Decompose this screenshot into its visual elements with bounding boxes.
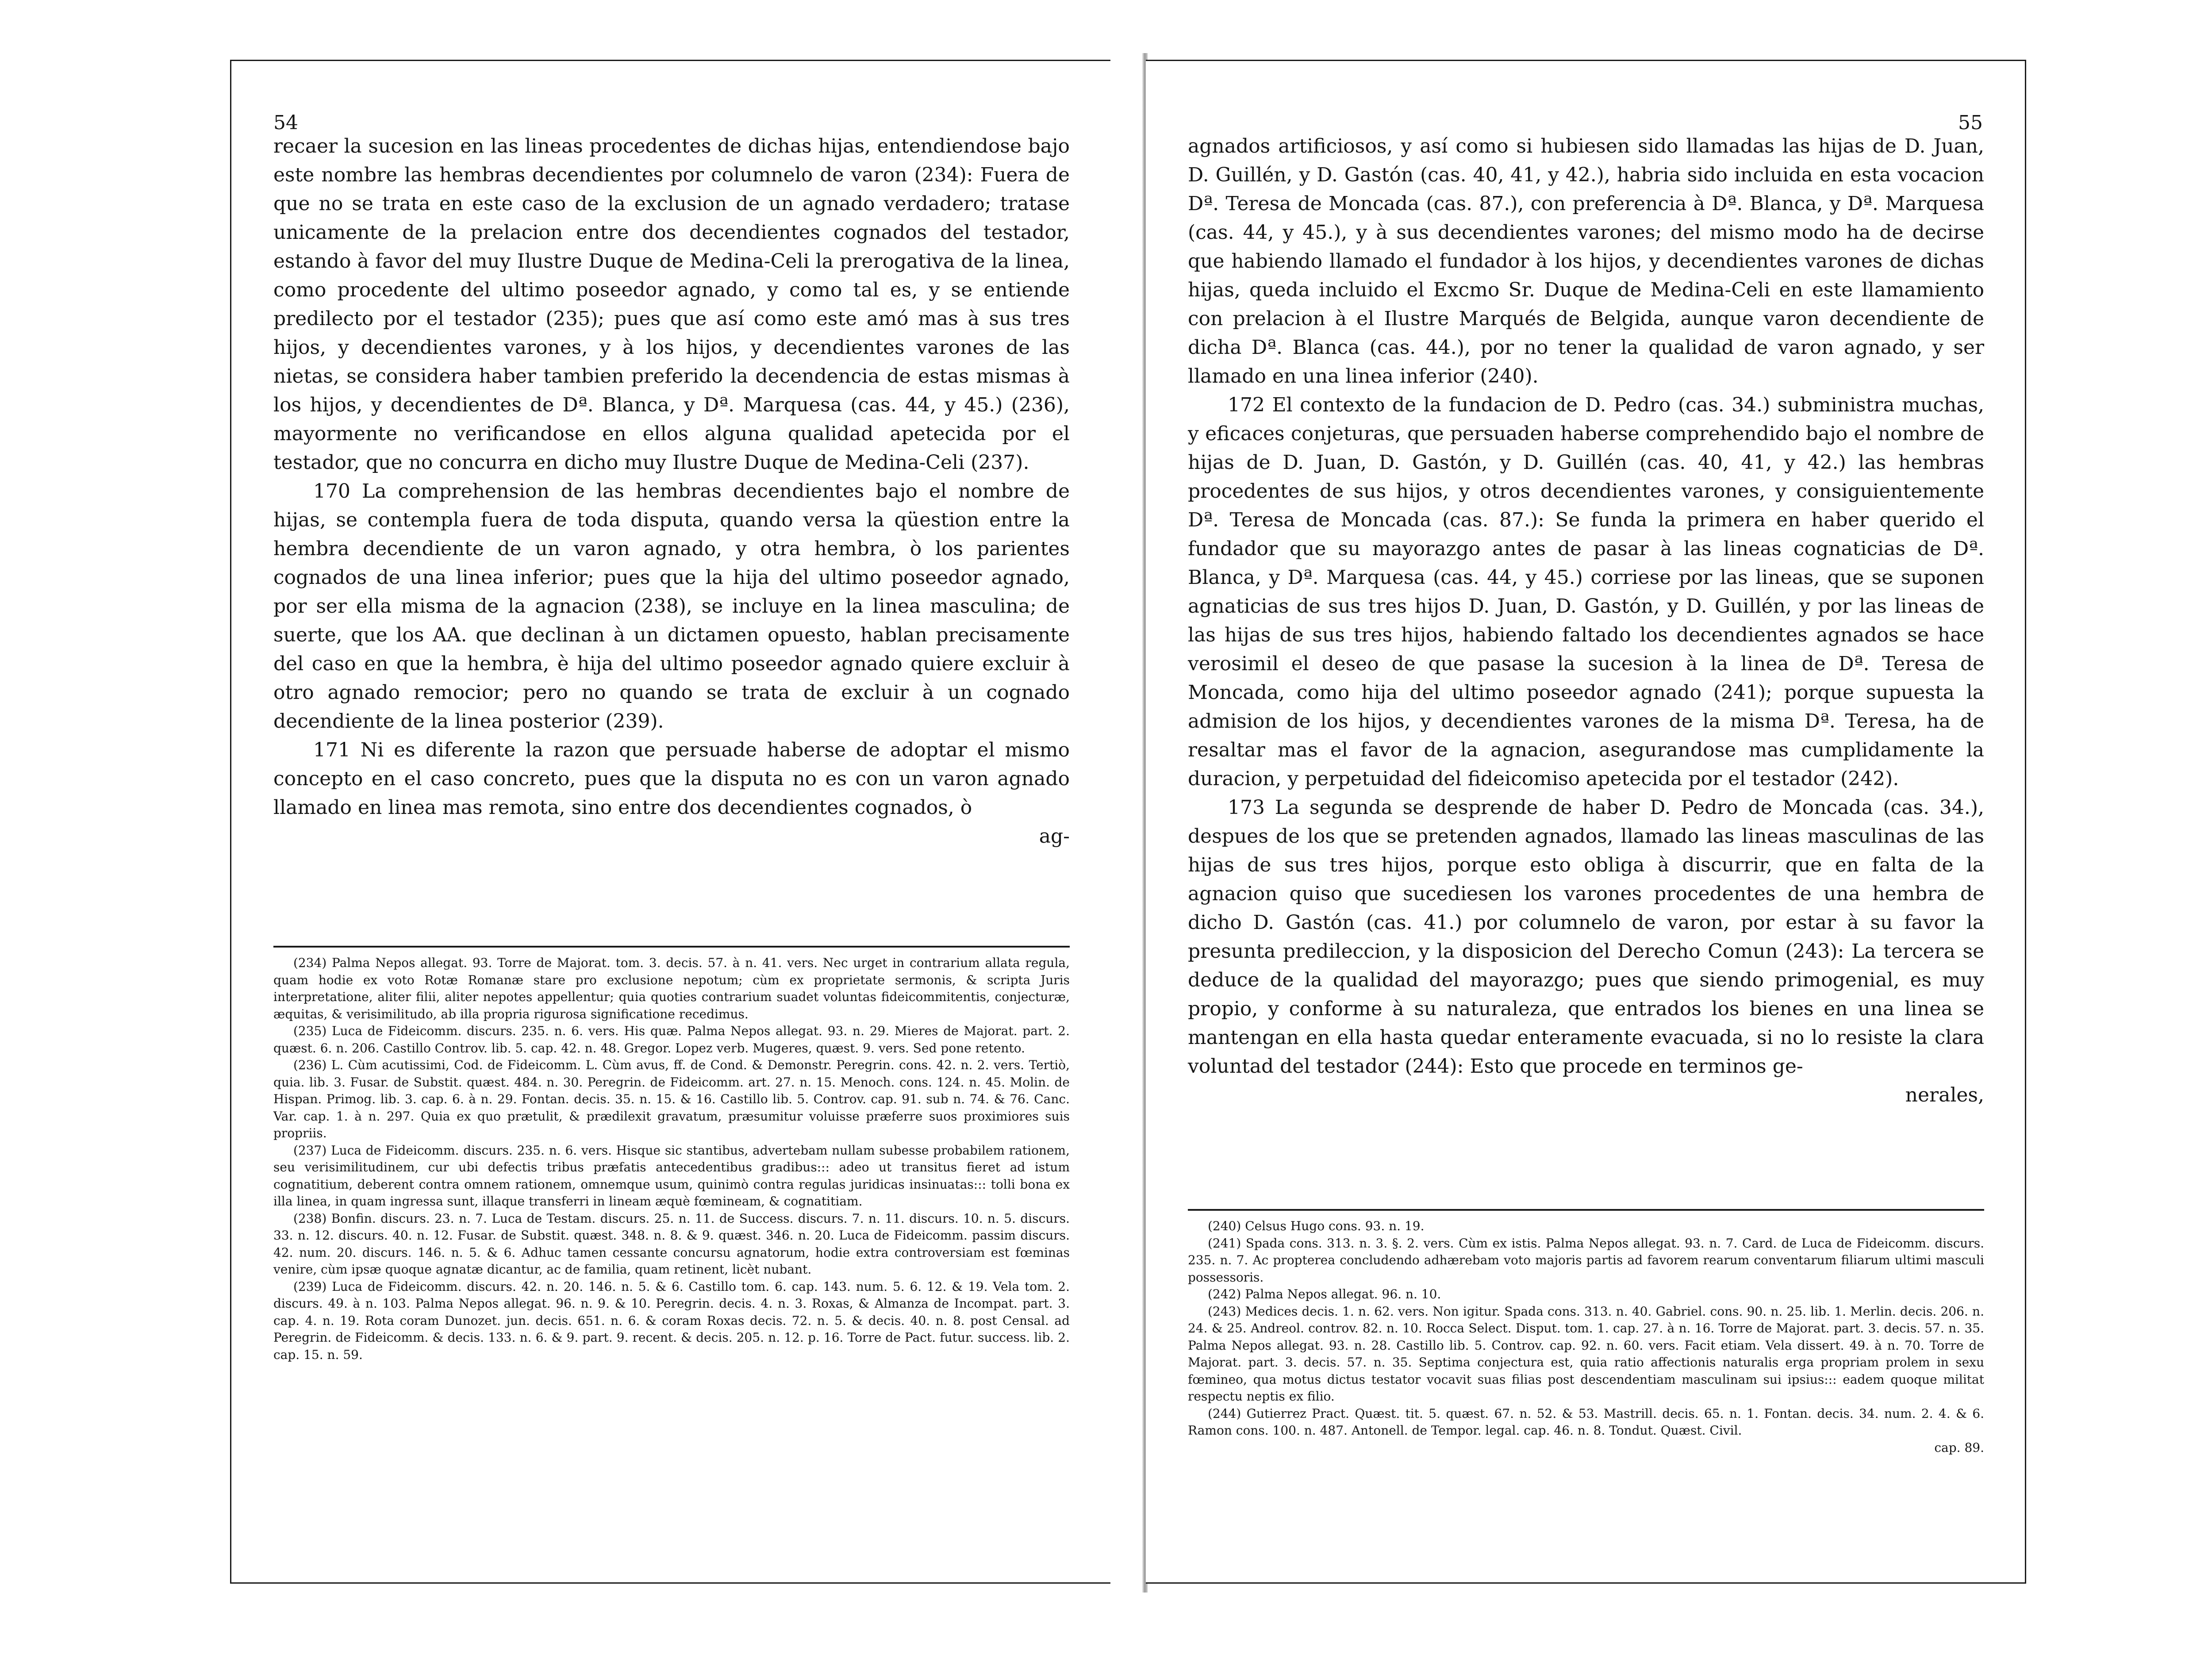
footnote: (235) Luca de Fideicomm. discurs. 235. n. 6. vers. His quæ. Palma Nepos allegat. 93. n. 29. Mieres de Majorat. part. 2. quæst. 6. n. 206. Castillo Controv. lib. 5. cap. 42. n. 48. Gregor. Lopez verb. Mugeres, quæst. 9. vers. Sed pone retento. [273,1024,1070,1055]
footnote-divider [273,946,1070,948]
footnote: (241) Spada cons. 313. n. 3. §. 2. vers. Cùm ex istis. Palma Nepos allegat. 93. n. 7. Card. de Luca de Fideicomm. discurs. 235. n. 7. Ac propterea concludendo adhærebam voto majoris partis ad favorem rearum conventarum filiarum ultimi masculi possessoris. [1188,1236,1984,1285]
footnote: (238) Bonfin. discurs. 23. n. 7. Luca de Testam. discurs. 25. n. 11. de Success. discurs. 7. n. 11. discurs. 10. n. 5. discurs. 33. n. 12. discurs. 40. n. 12. Fusar. de Substit. quæst. 348. n. 8. & 9. quæst. 346. n. 20. Luca de Fideicomm. passim discurs. 42. num. 20. discurs. 146. n. 5. & 6. Adhuc tamen cessante concursu agnatorum, hodie extra controversiam est fœminas venire, cùm ipsæ quoque agnatæ dicantur, ac de familia, quam retinent, licèt nubant. [273,1211,1070,1277]
paragraph: recaer la sucesion en las lineas procedentes de dichas hijas, entendiendose bajo este nombre las hembras decendientes por columnelo de varon (234): Fuera de que no se trata en este caso de la exclusion de un agnado verdadero; tratase unicamente de la prelacion entre dos decendientes cognados del testador, estando à favor del muy Ilustre Duque de Medina-Celi la prerogativa de la linea, como procedente del ultimo poseedor agnado, y como tal es, y se entiende predilecto por el testador (235); pues que así como este amó mas à sus tres hijos, y decendientes varones, y à los hijos, y decendientes varones de las nietas, se considera haber tambien preferido la decendencia de estas mismas à los hijos, y decendientes de Dª. Blanca, y Dª. Marquesa (cas. 44, y 45.) (236), mayormente no verificandose en ellos alguna qualidad apetecida por el testador, que no concurra en dicho muy Ilustre Duque de Medina-Celi (237). [273,135,1070,474]
footnote: (243) Medices decis. 1. n. 62. vers. Non igitur. Spada cons. 313. n. 40. Gabriel. cons. 90. n. 25. lib. 1. Merlin. decis. 206. n. 24. & 25. Andreol. controv. 82. n. 10. Rocca Select. Disput. tom. 1. cap. 27. à n. 16. Torre de Majorat. part. 3. decis. 57. n. 35. Palma Nepos allegat. 93. n. 28. Castillo lib. 5. Controv. cap. 92. n. 60. vers. Facit etiam. Vela dissert. 49. à n. 70. Torre de Majorat. part. 3. decis. 57. n. 35. Septima conjectura est, quia ratio affectionis naturalis erga propriam prolem in sexu fœmineo, qua motus dictus testator vocavit suas filias post descendentiam masculinam sui ipsius::: eadem quoque militat respectu neptis ex filio. [1188,1304,1984,1404]
footnote: (237) Luca de Fideicomm. discurs. 235. n. 6. vers. Hisque sic stantibus, advertebam nullam subesse probabilem rationem, seu verisimilitudinem, cur ubi defectis tribus præfatis antecedentibus gradibus::: adeo ut transitus fieret ad istum cognatitium, deberent contra omnem rationem, omnemque usum, quinimò contra regulas juridicas insinuatas::: tolli bona ex illa linea, in quam ingressa sunt, illaque transferri in lineam æquè fœmineam, & cognatitiam. [273,1143,1070,1209]
left-page [230,60,1110,1584]
main-text [1188,132,1984,1109]
paragraph: 171 Ni es diferente la razon que persuade haberse de adoptar el mismo concepto en el caso concreto, pues que la disputa no es con un varon agnado llamado en linea mas remota, sino entre dos decendientes cognados, ò [273,739,1070,819]
catchword: ag- [1039,825,1070,848]
paragraph: 173 La segunda se desprende de haber D. Pedro de Moncada (cas. 34.), despues de los que se pretenden agnados, llamado las lineas masculinas de las hijas de sus tres hijos, porque esto obliga à discurrir, que en falta de la agnacion quiso que sucediesen los varones procedentes de una hembra de dicho D. Gastón (cas. 41.) por columnelo de varon, por estar à su favor la presunta predileccion, y la disposicion del Derecho Comun (243): La tercera se deduce de la qualidad del mayorazgo; pues que siendo primogenial, es muy propio, y conforme à su naturaleza, que entrados los bienes en una linea se mantengan en ella hasta quedar enteramente evacuada, si no lo resiste la clara voluntad del testador (244): Esto que procede en terminos ge- [1188,796,1984,1078]
main-text [273,132,1070,851]
paragraph: 172 El contexto de la fundacion de D. Pedro (cas. 34.) subministra muchas, y eficaces conjeturas, que persuaden haberse comprehendido bajo el nombre de hijas de D. Juan, D. Gastón, y D. Guillén (cas. 40, 41, y 42.) las hembras procedentes de sus hijos, y otros decendientes varones, y consiguientemente Dª. Teresa de Moncada (cas. 87.): Se funda la primera en haber querido el fundador que su mayorazgo antes de pasar à las lineas cognaticias de Dª. Blanca, y Dª. Marquesa (cas. 44, y 45.) corriese por las lineas, que se suponen agnaticias de sus tres hijos D. Juan, D. Gastón, y D. Guillén, y por las lineas de las hijas de sus tres hijos, habiendo faltado los decendientes agnados se hace verosimil el deseo de que pasase la sucesion à la linea de Dª. Teresa de Moncada, como hija del ultimo poseedor agnado (241); porque supuesta la admision de los hijos, y decendientes varones de la misma Dª. Teresa, ha de resaltar mas el favor de la agnacion, asegurandose mas cumplidamente la duracion, y perpetuidad del fideicomiso apetecida por el testador (242). [1188,394,1984,790]
footnote-end: cap. 89. [1934,1440,1984,1455]
footnotes [1188,1218,1984,1456]
footnote: (236) L. Cùm acutissimi, Cod. de Fideicomm. L. Cùm avus, ff. de Cond. & Demonstr. Peregrin. cons. 42. n. 2. vers. Tertiò, quia. lib. 3. Fusar. de Substit. quæst. 484. n. 30. Peregrin. de Fideicomm. art. 27. n. 15. Menoch. cons. 124. n. 45. Molin. de Hispan. Primog. lib. 3. cap. 6. à n. 29. Fontan. decis. 35. n. 15. & 16. Castillo lib. 5. Controv. cap. 91. sub n. 74. & 76. Canc. Var. cap. 1. à n. 297. Quia ex quo prætulit, & prædilexit gravatum, præsumitur voluisse præferre suos proximiores suis propriis. [273,1058,1070,1140]
right-page [1146,60,2026,1584]
footnote-divider [1188,1209,1984,1211]
page-number: 54 [273,111,298,134]
footnote: (234) Palma Nepos allegat. 93. Torre de Majorat. tom. 3. decis. 57. à n. 41. vers. Nec urget in contrarium allata regula, quam hodie ex voto Rotæ Romanæ stare pro exclusione nepotum; cùm ex proprietate sermonis, & scripta Juris interpretatione, aliter filii, aliter nepotes appellentur; quia quoties contrarium suadet voluntas fideicommitentis, conjecturæ, æquitas, & verisimilitudo, ab illa propria rigurosa significatione recedimus. [273,956,1070,1021]
footnotes [273,955,1070,1363]
footnote: (240) Celsus Hugo cons. 93. n. 19. [1208,1219,1425,1233]
catchword: nerales, [1905,1084,1984,1106]
paragraph: 170 La comprehension de las hembras decendientes bajo el nombre de hijas, se contempla fuera de toda disputa, quando versa la qüestion entre la hembra decendiente de un varon agnado, y otra hembra, ò los parientes cognados de una linea inferior; pues que la hija del ultimo poseedor agnado, por ser ella misma de la agnacion (238), se incluye en la linea masculina; de suerte, que los AA. que declinan à un dictamen opuesto, hablan precisamente del caso en que la hembra, è hija del ultimo poseedor agnado quiere excluir à otro agnado remocior; pero no quando se trata de excluir à un cognado decendiente de la linea posterior (239). [273,480,1070,733]
footnote: (239) Luca de Fideicomm. discurs. 42. n. 20. 146. n. 5. & 6. Castillo tom. 6. cap. 143. num. 5. 6. 12. & 19. Vela tom. 2. discurs. 49. à n. 103. Palma Nepos allegat. 96. n. 9. & 10. Peregrin. decis. 4. n. 3. Roxas, & Almanza de Incompat. part. 3. cap. 4. n. 19. Rota coram Dunozet. jun. decis. 651. n. 6. & coram Roxas decis. 72. n. 5. & decis. 40. n. 8. post Censal. ad Peregrin. de Fideicomm. & decis. 133. n. 6. & 9. part. 9. recent. & decis. 205. n. 12. p. 16. Torre de Pact. futur. success. lib. 2. cap. 15. n. 59. [273,1279,1070,1362]
paragraph: agnados artificiosos, y así como si hubiesen sido llamadas las hijas de D. Juan, D. Guillén, y D. Gastón (cas. 40, 41, y 42.), habria sido incluida en esta vocacion Dª. Teresa de Moncada (cas. 87.), con preferencia à Dª. Blanca, y Dª. Marquesa (cas. 44, y 45.), y à sus decendientes varones; del mismo modo ha de decirse que habiendo llamado el fundador à los hijos, y decendientes varones de dichas hijas, queda incluido el Excmo Sr. Duque de Medina-Celi en este llamamiento con prelacion à el Ilustre Marqués de Belgida, aunque varon decendiente de dicha Dª. Blanca (cas. 44.), por no tener la qualidad de varon agnado, y ser llamado en una linea inferior (240). [1188,135,1984,388]
page-number: 55 [1958,111,1983,134]
footnote: (242) Palma Nepos allegat. 96. n. 10. [1208,1287,1441,1301]
footnote: (244) Gutierrez Pract. Quæst. tit. 5. quæst. 67. n. 52. & 53. Mastrill. decis. 65. n. 1. Fontan. decis. 34. num. 2. 4. & 6. Ramon cons. 100. n. 487. Antonell. de Tempor. legal. cap. 46. n. 8. Tondut. Quæst. Civil. [1188,1406,1984,1438]
